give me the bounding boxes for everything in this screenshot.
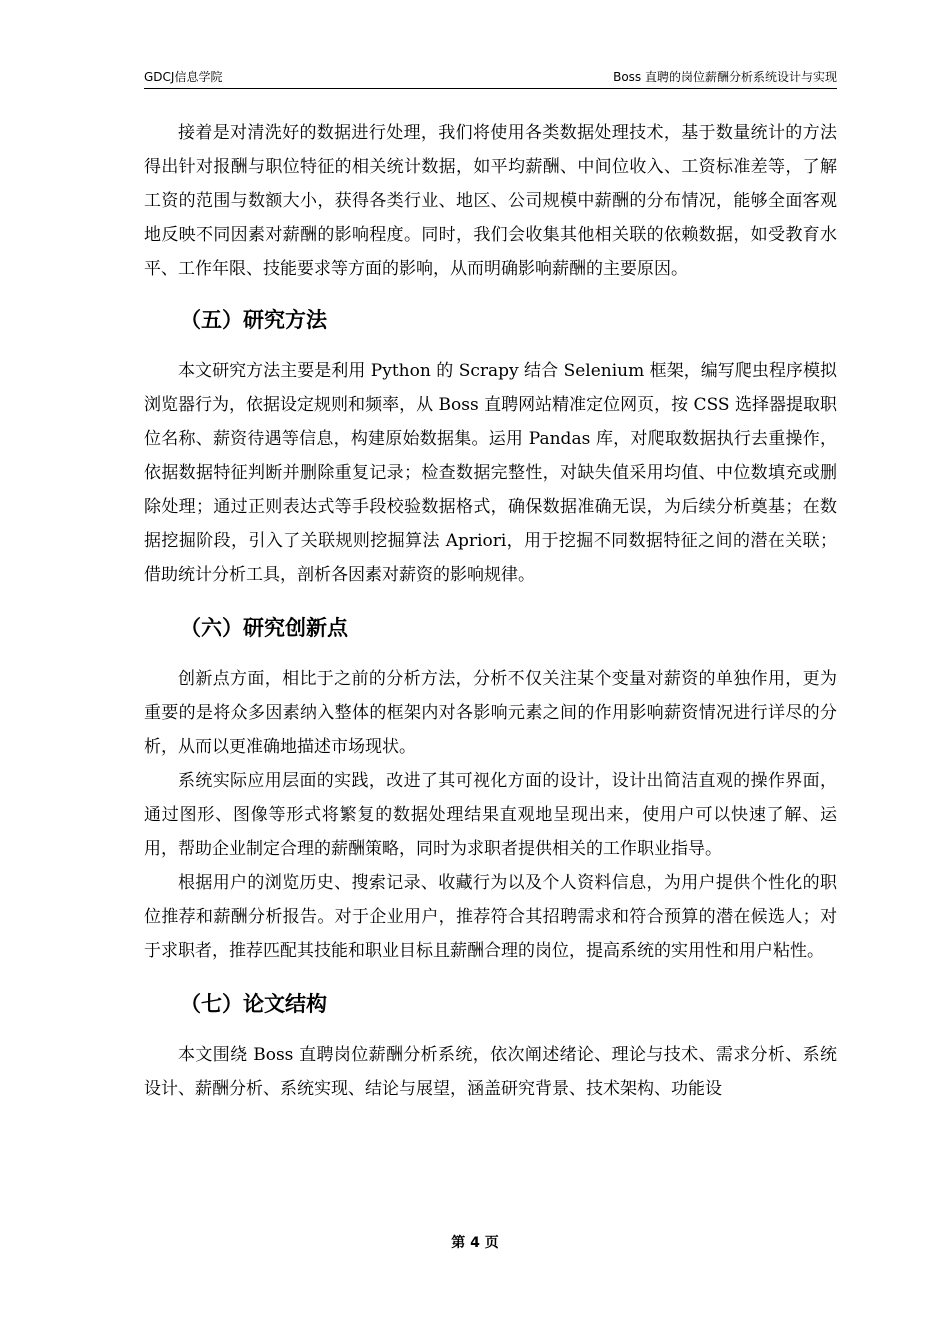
page-body <box>144 116 837 1106</box>
paragraph-thesis-structure: 本文围绕 Boss 直聘岗位薪酬分析系统，依次阐述绪论、理论与技术、需求分析、系统设计、薪酬分析、系统实现、结论与展望，涵盖研究背景、技术架构、功能设 <box>144 1045 837 1099</box>
header-thesis-title: Boss 直聘的岗位薪酬分析系统设计与实现 <box>613 70 837 84</box>
paragraph-innovation-analysis: 创新点方面，相比于之前的分析方法，分析不仅关注某个变量对薪资的单独作用，更为重要的是将众多因素纳入整体的框架内对各影响元素之间的作用影响薪资情况进行详尽的分析，从而以更准确地描述市场现状。 <box>144 669 837 757</box>
page-header <box>144 66 837 89</box>
section-heading-innovations: （六）研究创新点 <box>180 616 348 640</box>
header-institution: GDCJ信息学院 <box>144 70 223 84</box>
section-heading-thesis-structure: （七）论文结构 <box>180 992 327 1016</box>
paragraph-research-methods: 本文研究方法主要是利用 Python 的 Scrapy 结合 Selenium 框架，编写爬虫程序模拟浏览器行为，依据设定规则和频率，从 Boss 直聘网站精准定位网页，按 CSS 选择器提取职位名称、薪资待遇等信息，构建原始数据集。运用 Pandas 库，对爬取数据执行去重操作，依据数据特征判断并删除重复记录；检查数据完整性，对缺失值采用均值、中位数填充或删除处理；通过正则表达式等手段校验数据格式，确保数据准确无误，为后续分析奠基；在数据挖掘阶段，引入了关联规则挖掘算法 Apriori，用于挖掘不同数据特征之间的潜在关联；借助统计分析工具，剖析各因素对薪资的影响规律。 <box>144 361 837 585</box>
paragraph-data-processing: 接着是对清洗好的数据进行处理，我们将使用各类数据处理技术，基于数量统计的方法得出针对报酬与职位特征的相关统计数据，如平均薪酬、中间位收入、工资标准差等，了解工资的范围与数额大小，获得各类行业、地区、公司规模中薪酬的分布情况，能够全面客观地反映不同因素对薪酬的影响程度。同时，我们会收集其他相关联的依赖数据，如受教育水平、工作年限、技能要求等方面的影响，从而明确影响薪酬的主要原因。 <box>144 123 837 279</box>
paragraph-innovation-visualization: 系统实际应用层面的实践，改进了其可视化方面的设计，设计出简洁直观的操作界面，通过图形、图像等形式将繁复的数据处理结果直观地呈现出来，使用户可以快速了解、运用，帮助企业制定合理的薪酬策略，同时为求职者提供相关的工作职业指导。 <box>144 771 837 859</box>
page-number: 第 4 页 <box>451 1235 499 1251</box>
section-heading-research-methods: （五）研究方法 <box>180 308 327 332</box>
paragraph-innovation-recommendation: 根据用户的浏览历史、搜索记录、收藏行为以及个人资料信息，为用户提供个性化的职位推荐和薪酬分析报告。对于企业用户，推荐符合其招聘需求和符合预算的潜在候选人；对于求职者，推荐匹配其技能和职业目标且薪酬合理的岗位，提高系统的实用性和用户粘性。 <box>144 873 837 961</box>
